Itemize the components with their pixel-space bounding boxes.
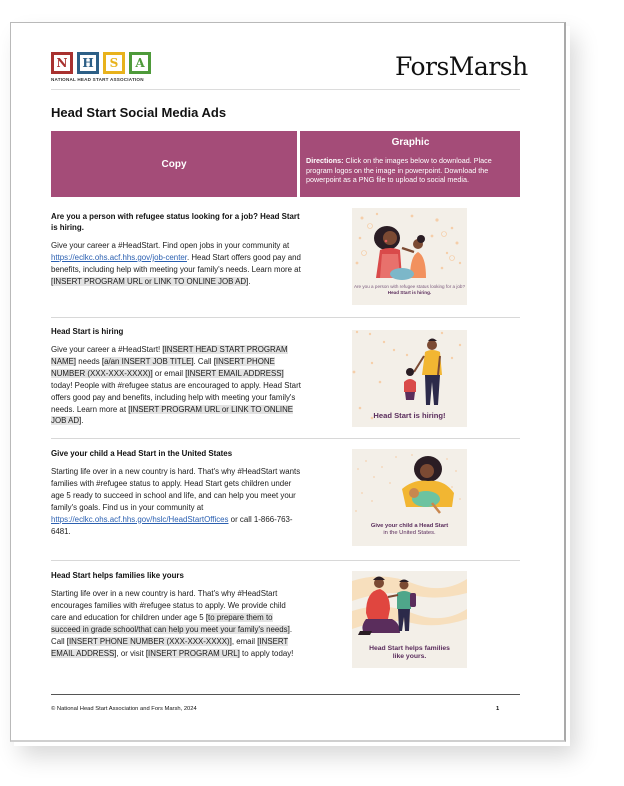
ad-body	[51, 466, 301, 537]
placeholder-highlight: [INSERT HEAD START PROGRAM NAME]	[51, 345, 288, 366]
ad-graphic-1[interactable]	[352, 208, 467, 305]
ad-body-text: .	[248, 276, 251, 286]
nhsa-letter-boxes	[51, 52, 171, 74]
placeholder-highlight: [a/an INSERT JOB TITLE]	[101, 356, 194, 366]
graphic-caption-line: Head Start helps families	[369, 645, 450, 652]
nhsa-letter-n: N	[51, 52, 73, 74]
nhsa-tagline: NATIONAL HEAD START ASSOCIATION	[51, 77, 144, 82]
ad-copy-4	[51, 570, 301, 659]
graphic-caption-line: in the United States.	[383, 530, 436, 536]
graphic-caption-emphasis: Head Start is hiring.	[387, 290, 432, 295]
directions-body: Click on the images below to download. Place program logos on the image in powerpoint. Download the powerpoint as a PNG file to upload to social media.	[306, 156, 492, 185]
graphic-caption	[352, 523, 467, 537]
row-divider	[51, 317, 520, 318]
ad-graphic-2[interactable]	[352, 330, 467, 427]
placeholder-highlight: [INSERT PHONE NUMBER (XXX-XXX-XXXX)]	[66, 636, 232, 646]
ad-body-text: Give your career a #HeadStart. Find open jobs in your community at	[51, 241, 290, 250]
placeholder-highlight: [INSERT EMAIL ADDRESS]	[51, 636, 289, 658]
header-divider	[51, 89, 520, 90]
ad-link[interactable]: https://eclkc.ohs.acf.hhs.gov/job-center	[51, 252, 187, 262]
ad-body-text: Starting life over in a new country is hard. That's why #HeadStart encourages families with #refugee status to apply. We provide child care and education for children under age 5	[51, 589, 286, 622]
footer-divider	[51, 694, 520, 695]
ad-title: Are you a person with refugee status looking for a job? Head Start is hiring.	[51, 212, 300, 232]
ad-body	[51, 240, 301, 288]
ad-body-text: .	[81, 416, 84, 426]
page-title: Head Start Social Media Ads	[51, 105, 227, 120]
ad-body-text: needs	[76, 356, 102, 366]
graphic-caption	[352, 645, 467, 661]
ad-title: Head Start is hiring	[51, 327, 124, 336]
ad-title: Head Start helps families like yours	[51, 571, 184, 580]
nhsa-letter-s: S	[103, 52, 125, 74]
ad-graphic-4[interactable]	[352, 571, 467, 668]
nhsa-logo	[51, 52, 171, 82]
ad-link[interactable]: https://eclkc.ohs.acf.hhs.gov/hslc/HeadStartOffices	[51, 514, 229, 524]
row-divider	[51, 438, 520, 439]
row-divider	[51, 560, 520, 561]
ad-copy-3	[51, 448, 301, 537]
directions-text	[306, 156, 515, 185]
page-number: 1	[496, 706, 500, 712]
column-header-graphic	[300, 131, 520, 197]
column-header-graphic-label: Graphic	[391, 137, 430, 148]
graphic-caption-line: Are you a person with refugee status looking for a job?	[353, 284, 466, 289]
ad-body-text: . Head Start offers good pay and benefits, including help with meeting your family's needs. Learn more at	[51, 252, 301, 274]
graphic-caption-emphasis: Give your child a Head Start	[370, 523, 449, 529]
ad-title: Give your child a Head Start in the United States	[51, 449, 233, 458]
placeholder-highlight: [INSERT PROGRAM URL or LINK TO ONLINE JOB AD]	[51, 404, 294, 426]
ad-body-text: . Call	[193, 356, 214, 366]
directions-label: Directions:	[306, 156, 344, 165]
placeholder-highlight: [to prepare them to succeed in grade school/that can help you meet your family's needs]	[51, 612, 290, 634]
ad-body-text: Starting life over in a new country is hard. That's why #HeadStart wants families with #refugee status to apply. Head Start gets children under age 5 ready to succeed in school and life, and can help you meet your family's goals. Find us in your community at	[51, 467, 301, 512]
ad-body-text: . Call	[51, 624, 293, 646]
ad-copy-2	[51, 326, 301, 427]
placeholder-highlight: [INSERT PHONE NUMBER (XXX-XXX-XXXX)]	[51, 356, 275, 378]
placeholder-highlight: [INSERT EMAIL ADDRESS]	[185, 368, 284, 378]
footer-copyright: © National Head Start Association and Fors Marsh, 2024	[51, 706, 197, 712]
graphic-caption	[352, 284, 467, 296]
column-header-copy-label: Copy	[161, 158, 187, 170]
ad-body-text: , email	[231, 636, 258, 646]
ad-graphic-3[interactable]	[352, 449, 467, 546]
ad-body-text: Give your career a #HeadStart!	[51, 345, 163, 354]
ad-copy-1	[51, 211, 301, 288]
nhsa-letter-a: A	[129, 52, 151, 74]
ad-body-text: to apply today!	[239, 648, 294, 658]
ad-body	[51, 588, 301, 659]
nhsa-letter-h: H	[77, 52, 99, 74]
ad-body	[51, 344, 301, 427]
ad-body-text: today! People with #refugee status are encouraged to apply. Head Start offers good pay and benefits, including help with meeting your family's needs. Learn more at	[51, 380, 301, 414]
graphic-caption-line: like yours.	[392, 653, 427, 660]
ad-body-text: or email	[152, 368, 186, 378]
ad-body-text: or call 1-866-763-6481.	[51, 514, 293, 536]
forsmarsh-logo: ForsMarsh	[395, 52, 528, 81]
column-header-copy	[51, 131, 297, 197]
graphic-caption: Head Start is hiring!	[373, 411, 446, 420]
placeholder-highlight: [INSERT PROGRAM URL]	[145, 648, 240, 658]
ad-body-text: , or visit	[116, 648, 146, 658]
placeholder-highlight: [INSERT PROGRAM URL or LINK TO ONLINE JOB AD]	[51, 276, 249, 286]
